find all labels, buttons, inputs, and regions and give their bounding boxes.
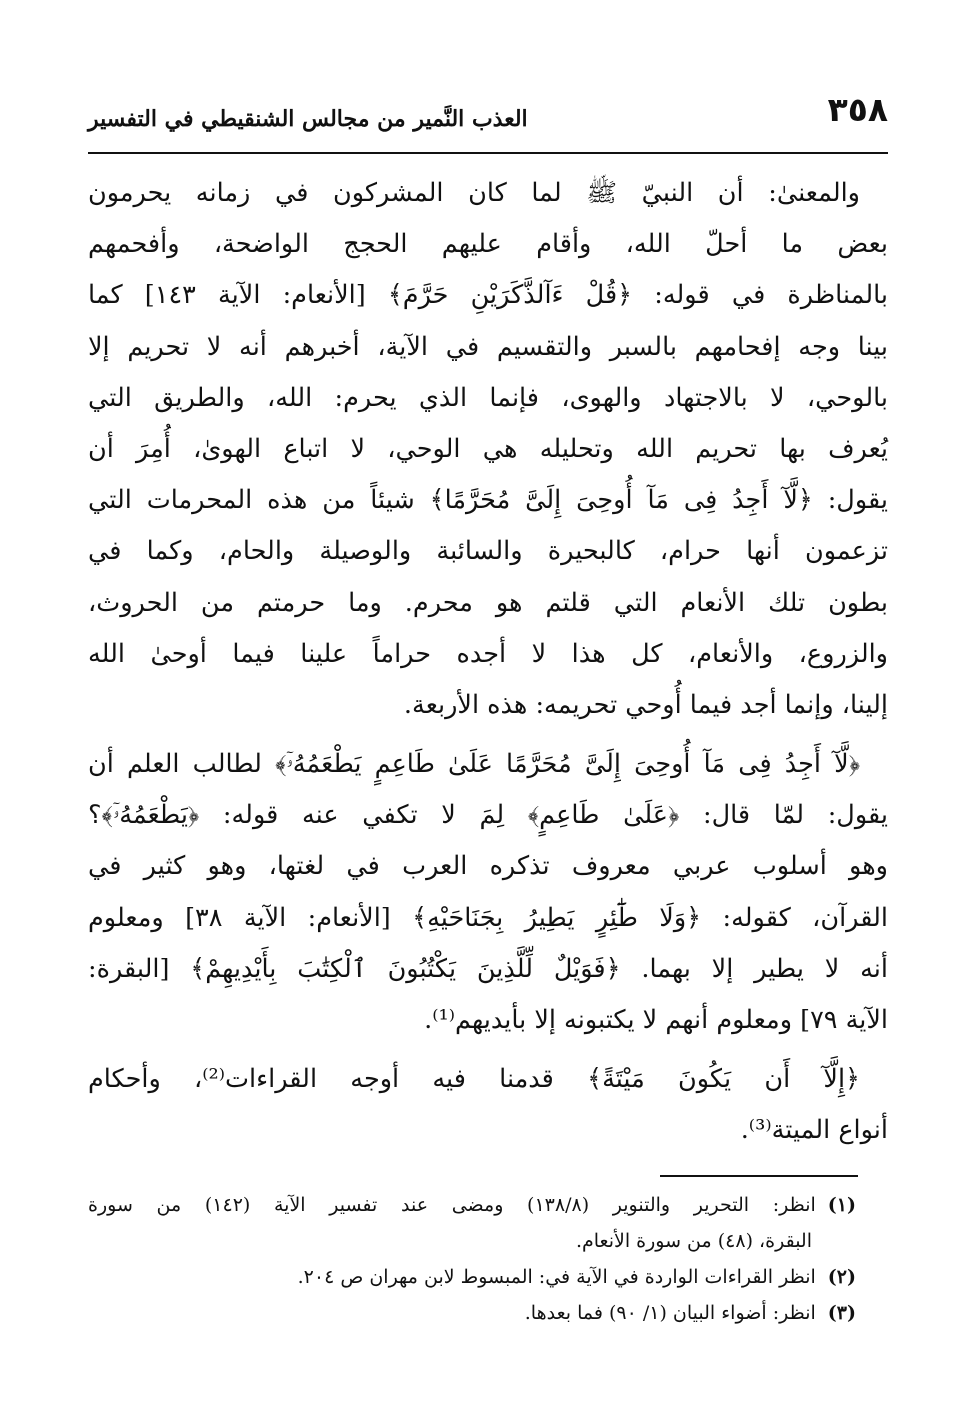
text-line: يقول: لمّا قال: ﴿عَلَىٰ طَاعِمٍ﴾ لِمَ لا تكفي عنه قوله: ﴿يَطْعَمُهُۥٓ﴾؟	[88, 800, 888, 831]
text-line: والمعنىٰ: أن النبيّ ﷺ لما كان المشركون في زمانه يحرمون	[88, 178, 860, 208]
text-line: أنه لا يطير إلا بهما. ﴿فَوَيْلٌ لِّلَّذِينَ يَكْتُبُونَ ٱلْكِتَٰبَ بِأَيْدِيهِمْ﴾ [البقرة:	[88, 953, 888, 984]
text-line: والزروع، والأنعام، كل هذا لا أجده حراماً علينا فيما أوحىٰ الله	[88, 638, 888, 669]
text-line: بالوحي، لا بالاجتهاد والهوى، فإنما الذي يحرم: الله، والطريق التي	[88, 382, 888, 413]
footnote-text: انظر: التحرير والتنوير (١٣٨/٨) ومضى عند تفسير الآية (١٤٢) من سورة	[88, 1194, 816, 1216]
main-text	[88, 168, 888, 1157]
text-line: ﴿إِلَّآ أَن يَكُونَ مَيْتَةً﴾ قدمنا فيه أوجه القراءات⁽²⁾، وأحكام	[88, 1064, 860, 1095]
text-line: بينا وجه إفحامهم بالسبر والتقسيم في الآية، أخبرهم أنه لا تحريم إلا	[88, 331, 888, 362]
text-line: بالمناظرة في قوله: ﴿قُلْ ءَآلذَّكَرَيْنِ حَرَّمَ﴾ [الأنعام: الآية ١٤٣] كما	[88, 280, 888, 311]
footnote-1-continued: البقرة، (٤٨) من سورة الأنعام.	[575, 1230, 812, 1252]
header-rule	[88, 152, 888, 154]
footnote-marker: (١)	[827, 1194, 857, 1216]
text-line: ﴿لَّآ أَجِدُ فِى مَآ أُوحِىَ إِلَىَّ مُحَرَّمًا عَلَىٰ طَاعِمٍ يَطْعَمُهُۥٓ﴾ لطالب العلم أن	[88, 749, 860, 780]
text-line: إلينا، وإنما أجد فيما أُوحي تحريمه: هذه الأربعة.	[403, 689, 888, 720]
text-line: الآية ٧٩] ومعلوم أنهم لا يكتبونه إلا بأيديهم⁽¹⁾.	[424, 1005, 888, 1035]
footnotes	[88, 1187, 856, 1331]
text-line: أنواع الميتة⁽³⁾.	[740, 1115, 888, 1146]
text-line: وهو أسلوب عربي معروف تذكره العرب في لغتها، وهو كثير في	[88, 851, 888, 882]
page-header	[88, 88, 888, 148]
text-line: تزعمون أنها حرام، كالبحيرة والسائبة والوصيلة والحام، وكما في	[88, 536, 888, 567]
footnote-1	[88, 1187, 856, 1223]
text-line: القرآن، كقوله: ﴿وَلَا طَٰٓئِرٍ يَطِيرُ بِجَنَاحَيْهِ﴾ [الأنعام: الآية ٣٨] ومعلوم	[88, 902, 888, 933]
footnote-marker: (٣)	[827, 1302, 856, 1324]
footnote-text: انظر القراءات الواردة في الآية في: المبسوط لابن مهران ص ٢٠٤.	[297, 1266, 816, 1288]
footnote-text: انظر: أضواء البيان (١/ ٩٠) فما بعدها.	[524, 1302, 816, 1324]
footnote-3	[88, 1295, 856, 1331]
text-line: بطون تلك الأنعام التي قلتم هو محرم. وما حرمتم من الحروث،	[88, 587, 888, 618]
running-title: العذب النَّمير من مجالس الشنقيطي في التفسير	[88, 106, 528, 132]
text-line: يُعرف بها تحريم الله وتحليله هي الوحي، لا اتباع الهوىٰ، أُمِرَ أن	[88, 433, 888, 464]
page-number: ٣٥٨	[827, 90, 888, 129]
footnote-2	[88, 1259, 856, 1295]
text-line: بعض ما أحلّ الله، وأقام عليهم الحجج الواضحة، وأفحمهم	[88, 229, 888, 260]
footnote-rule	[660, 1175, 858, 1177]
text-line: يقول: ﴿لَّآ أَجِدُ فِى مَآ أُوحِىَ إِلَىَّ مُحَرَّمًا﴾ شيئاً من هذه المحرمات التي	[88, 485, 888, 516]
footnote-marker: (٢)	[827, 1266, 856, 1288]
